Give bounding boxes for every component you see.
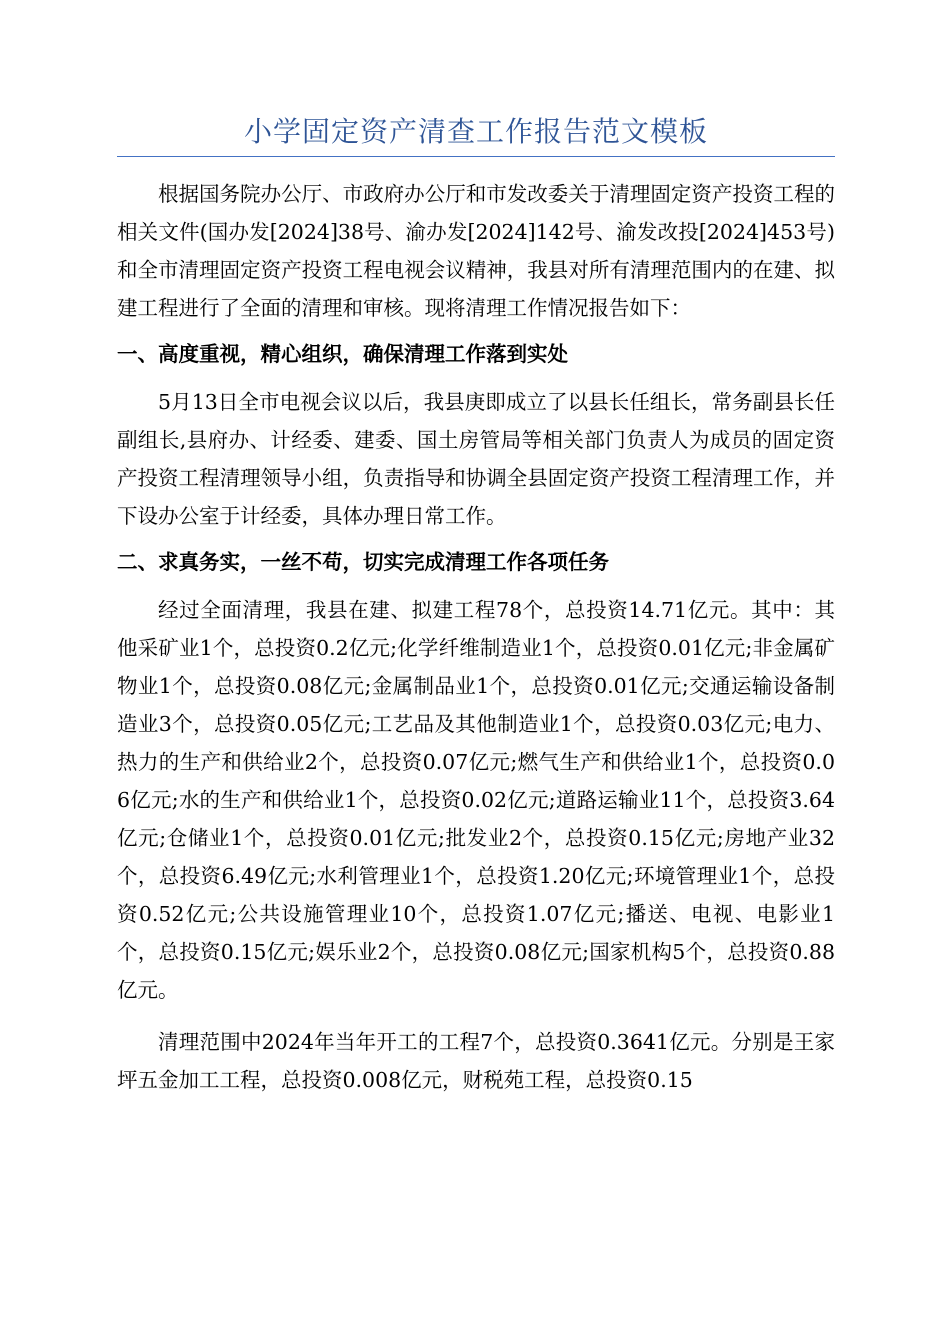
paragraph-gap <box>117 1009 835 1023</box>
section-1-paragraph: 5月13日全市电视会议以后，我县庚即成立了以县长任组长，常务副县长任副组长,县府办、计经委、建委、国土房管局等相关部门负责人为成员的固定资产投资工程清理领导小组，负责指导和协调全县固定资产投资工程清理工作，并下设办公室于计经委，具体办理日常工作。 <box>117 390 835 528</box>
intro-paragraph: 根据国务院办公厅、市政府办公厅和市发改委关于清理固定资产投资工程的相关文件(国办发[2024]38号、渝办发[2024]142号、渝发改投[2024]453号)和全市清理固定资产投资工程电视会议精神，我县对所有清理范围内的在建、拟建工程进行了全面的清理和审核。现将清理工作情况报告如下： <box>117 182 835 320</box>
document-title: 小学固定资产清查工作报告范文模板 <box>243 115 708 148</box>
title-underline <box>117 156 835 157</box>
section-2-heading: 二、求真务实，一丝不苟，切实完成清理工作各项任务 <box>117 550 609 574</box>
section-2-paragraph-1: 经过全面清理，我县在建、拟建工程78个，总投资14.71亿元。其中：其他采矿业1个，总投资0.2亿元;化学纤维制造业1个，总投资0.01亿元;非金属矿物业1个，总投资0.08亿元;金属制品业1个，总投资0.01亿元;交通运输设备制造业3个，总投资0.05亿元;工艺品及其他制造业1个，总投资0.03亿元;电力、热力的生产和供给业2个，总投资0.07亿元;燃气生产和供给业1个，总投资0.06亿元;水的生产和供给业1个，总投资0.02亿元;道路运输业11个，总投资3.64亿元;仓储业1个，总投资0.01亿元;批发业2个，总投资0.15亿元;房地产业32个，总投资6.49亿元;水利管理业1个，总投资1.20亿元;环境管理业1个，总投资0.52亿元;公共设施管理业10个，总投资1.07亿元;播送、电视、电影业1个，总投资0.15亿元;娱乐业2个，总投资0.08亿元;国家机构5个，总投资0.88亿元。 <box>117 598 835 1002</box>
section-1-heading: 一、高度重视，精心组织，确保清理工作落到实处 <box>117 342 568 366</box>
document-page <box>117 110 835 1099</box>
section-2-paragraph-2: 清理范围中2024年当年开工的工程7个，总投资0.3641亿元。分别是王家坪五金加工工程，总投资0.008亿元，财税苑工程，总投资0.15 <box>117 1030 835 1092</box>
